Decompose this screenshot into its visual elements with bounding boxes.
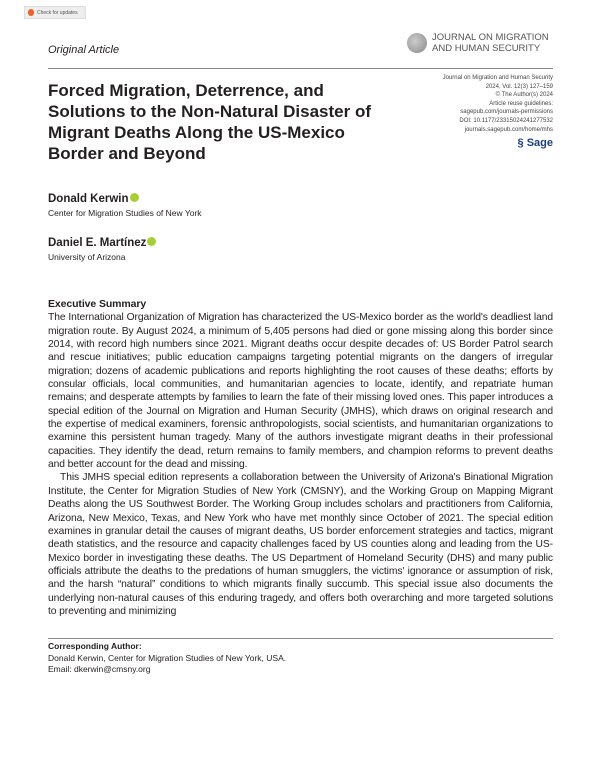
journal-logo: JOURNAL ON MIGRATION AND HUMAN SECURITY xyxy=(407,32,549,54)
orcid-icon[interactable] xyxy=(130,193,139,202)
check-for-updates-badge[interactable]: Check for updates xyxy=(24,6,86,19)
author-name: Daniel E. Martínez xyxy=(48,237,156,249)
article-type: Original Article xyxy=(48,44,120,56)
section-heading: Executive Summary xyxy=(48,298,147,310)
paragraph: This JMHS special edition represents a collaboration between the University of Arizona's Binational Migration Institute, the Center for Migration Studies of New York (CMSNY), and the Working Group on Mapping Migrant Deaths along the US Southwest Border. The Working Group includes scholars and practitioners from California, Arizona, New Mexico, Texas, and New York who have met monthly since October of 2021. The special edition examines in granular detail the causes of migrant deaths, US border enforcement strategies and tactics, migrant death statistics, and the resource and capacity challenges faced by US counties along and leading from the US-Mexico border in investigating these deaths. The US Department of Homeland Security (DHS) and many public officials attribute the deaths to the predations of human smugglers, the victims' ignorance or assumption of risk, and the harsh “natural” conditions to which migrants finally succumb. This special issue also documents the underlying non-natural causes of this enduring tragedy, and offers both overarching and more targeted solutions to preventing and minimizing xyxy=(48,472,553,617)
article-info-column xyxy=(425,74,553,149)
journal-link[interactable]: journals.sagepub.com/home/mhs xyxy=(464,126,553,133)
article-title: Forced Migration, Deterrence, and Solutions to the Non-Natural Disaster of Migrant Deaths Along the US-Mexico Border and Beyond xyxy=(48,81,372,163)
journal-globe-icon xyxy=(407,33,427,53)
author-name: Donald Kerwin xyxy=(48,193,139,205)
author-affiliation: University of Arizona xyxy=(48,252,126,262)
email-link[interactable]: Email: dkerwin@cmsny.org xyxy=(48,664,151,675)
corresponding-author: Corresponding Author: Donald Kerwin, Center for Migration Studies of New York, USA. Email: dkerwin@cmsny.org xyxy=(48,641,553,676)
body-flow xyxy=(48,298,553,676)
doi-link[interactable]: DOI: 10.1177/23315024241277532 xyxy=(459,117,553,124)
crossmark-icon xyxy=(28,9,34,16)
paragraph: The International Organization of Migration has characterized the US-Mexico border as the world's deadliest land migration route. By August 2024, a minimum of 5,405 persons had died or gone missing along this border since 2014, with record high numbers since 2021. Migrant deaths occur despite decades of: US Border Patrol search and rescue initiatives; public education campaigns targeting potential migrants on the dangers of irregular migration; dozens of academic publications and reports highlighting the root causes of these deaths; efforts by consular officials, local communities, and humanitarian agencies to locate, identify, and repatriate human remains; and desperate attempts by families to learn the fate of their missing loved ones. This paper introduces a special edition of the Journal on Migration and Human Security (JMHS), which draws on original research and the expertise of medical examiners, forensic anthropologists, social scientists, and humanitarian organizations to examine this persistent human tragedy. Many of the authors investigate migrant deaths in their professional capacities. They identify the dead, return remains to family members, and champion reforms to prevent deaths and better account for the dead and missing. xyxy=(48,312,553,471)
author-affiliation: Center for Migration Studies of New York xyxy=(48,208,202,218)
orcid-icon[interactable] xyxy=(147,237,156,246)
article-metadata: Journal on Migration and Human Security 2024, Vol. 12(3) 127–159 © The Author(s) 2024 Article reuse guidelines: sagepub.com/journals-permissions DOI: 10.1177/23315024241277532 journals.sagepub.com/home/mhs xyxy=(442,75,553,133)
permissions-link[interactable]: sagepub.com/journals-permissions xyxy=(460,109,553,116)
header-divider xyxy=(48,68,553,69)
sage-logo: § Sage xyxy=(517,137,553,150)
executive-summary xyxy=(48,298,553,618)
footnote-divider xyxy=(48,638,553,639)
